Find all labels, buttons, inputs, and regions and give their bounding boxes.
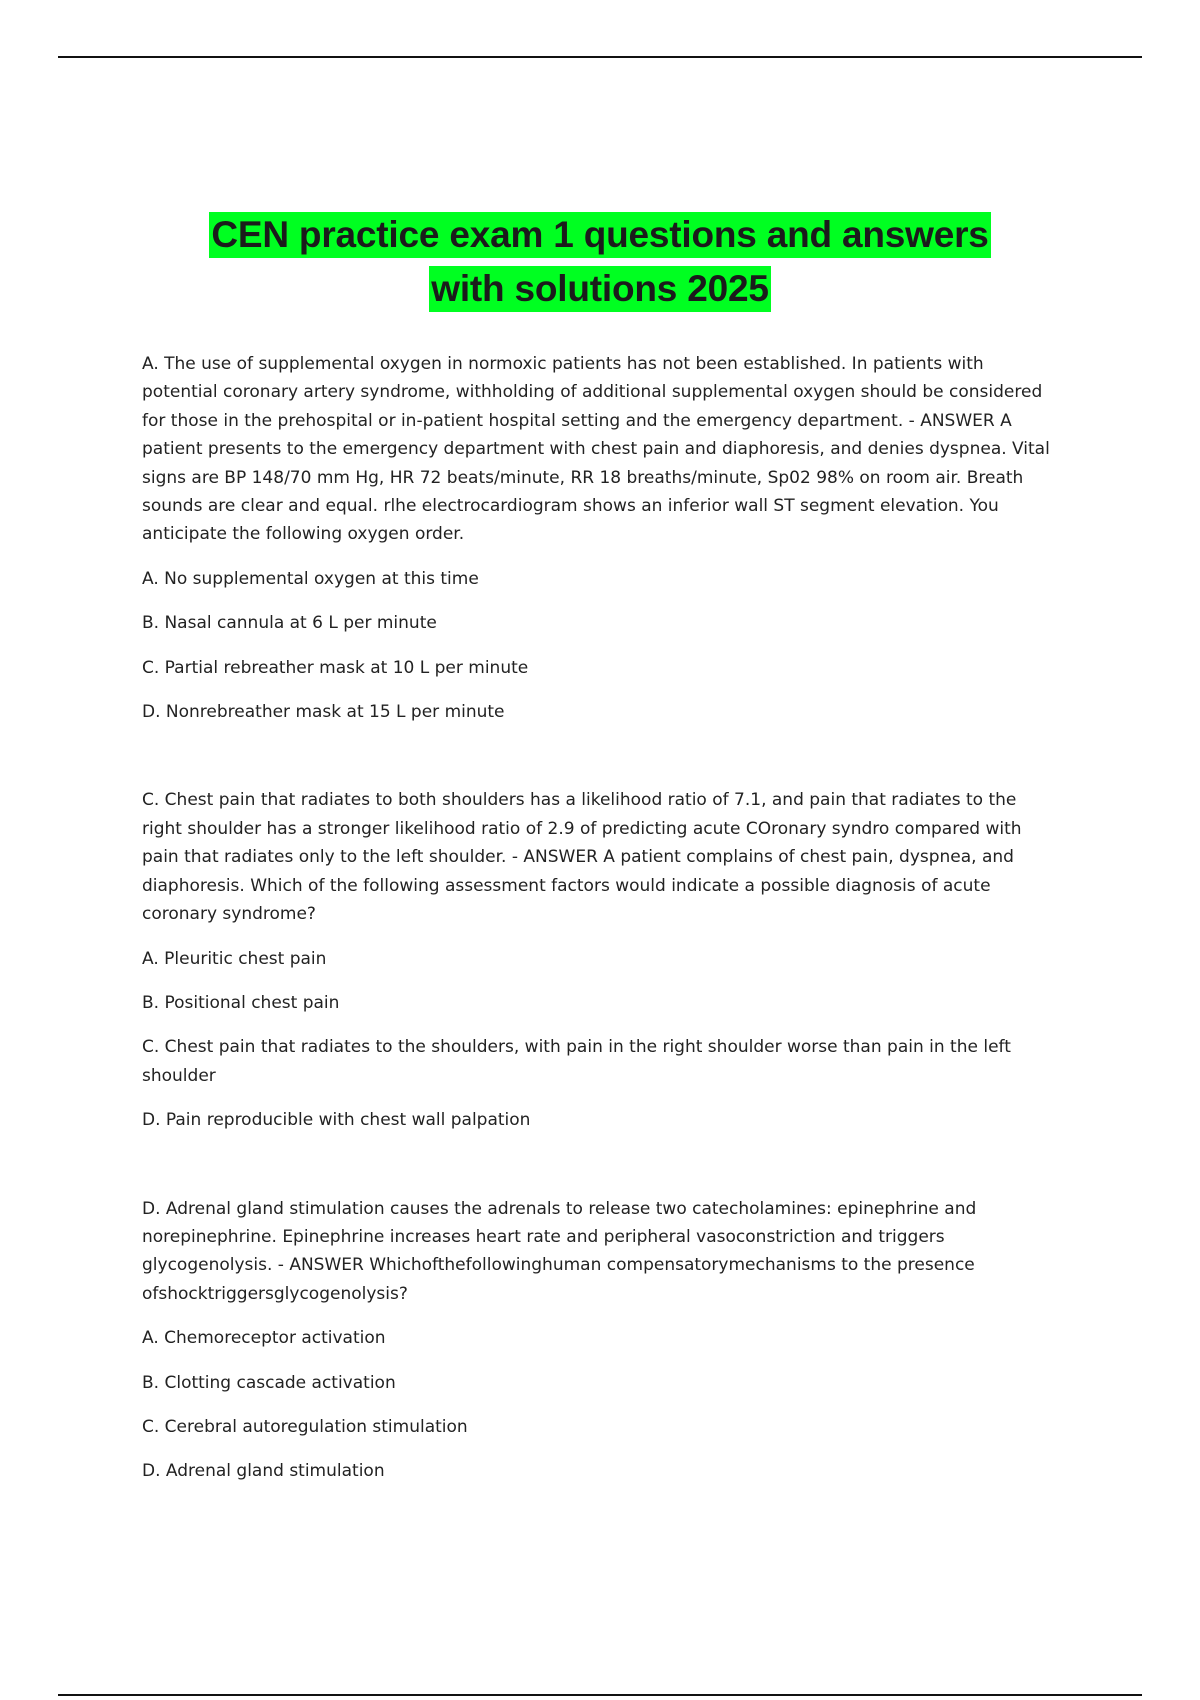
answer-option-d: D. Pain reproducible with chest wall palpation (142, 1110, 531, 1131)
question-block-3 (142, 1195, 1052, 1486)
answer-option-b: B. Clotting cascade activation (142, 1372, 396, 1393)
answer-option-a: A. No supplemental oxygen at this time (142, 568, 479, 589)
document-body (142, 350, 1052, 1486)
question-block-1 (142, 350, 1052, 726)
answer-option-a: A. Chemoreceptor activation (142, 1328, 386, 1349)
question-text: C. Chest pain that radiates to both shoulders has a likelihood ratio of 7.1, and pain that radiates to the right shoulder has a stronger likelihood ratio of 2.9 of predicting acute COronary syndro compared with pain that radiates only to the left shoulder. - ANSWER A patient complains of chest pain, dyspnea, and diaphoresis. Which of the following assessment factors would indicate a possible diagnosis of acute coronary syndrome? (142, 790, 1022, 925)
answer-option-c: C. Chest pain that radiates to the shoulders, with pain in the right shoulder worse than pain in the left shoulder (142, 1037, 1011, 1086)
question-block-2 (142, 786, 1052, 1134)
answer-option-b: B. Positional chest pain (142, 992, 340, 1013)
answer-option-a: A. Pleuritic chest pain (142, 948, 327, 969)
bottom-rule (58, 1694, 1142, 1696)
answer-option-c: C. Cerebral autoregulation stimulation (142, 1416, 468, 1437)
title-line-2: with solutions 2025 (429, 266, 771, 312)
question-text: A. The use of supplemental oxygen in normoxic patients has not been established. In patients with potential coronary artery syndrome, withholding of additional supplemental oxygen should be considered for those in the prehospital or in-patient hospital setting and the emergency department. - ANSWER A patient presents to the emergency department with chest pain and diaphoresis, and denies dyspnea. Vital signs are BP 148/70 mm Hg, HR 72 beats/minute, RR 18 breaths/minute, Sp02 98% on room air. Breath sounds are clear and equal. rlhe electrocardiogram shows an inferior wall ST segment elevation. You anticipate the following oxygen order. (142, 354, 1050, 545)
answer-option-c: C. Partial rebreather mask at 10 L per minute (142, 657, 529, 678)
document-title (0, 212, 1200, 320)
answer-option-d: D. Adrenal gland stimulation (142, 1461, 385, 1482)
answer-option-d: D. Nonrebreather mask at 15 L per minute (142, 702, 505, 723)
question-text: D. Adrenal gland stimulation causes the adrenals to release two catecholamines: epinephrine and norepinephrine. Epinephrine increases heart rate and peripheral vasoconstriction and triggers glycogenolysis. - ANSWER Whichofthefollowinghuman compensatorymechanisms to the presence ofshocktriggersglycogenolysis? (142, 1198, 977, 1304)
answer-option-b: B. Nasal cannula at 6 L per minute (142, 613, 437, 634)
top-rule (58, 56, 1142, 58)
title-line-1: CEN practice exam 1 questions and answers (209, 212, 990, 258)
